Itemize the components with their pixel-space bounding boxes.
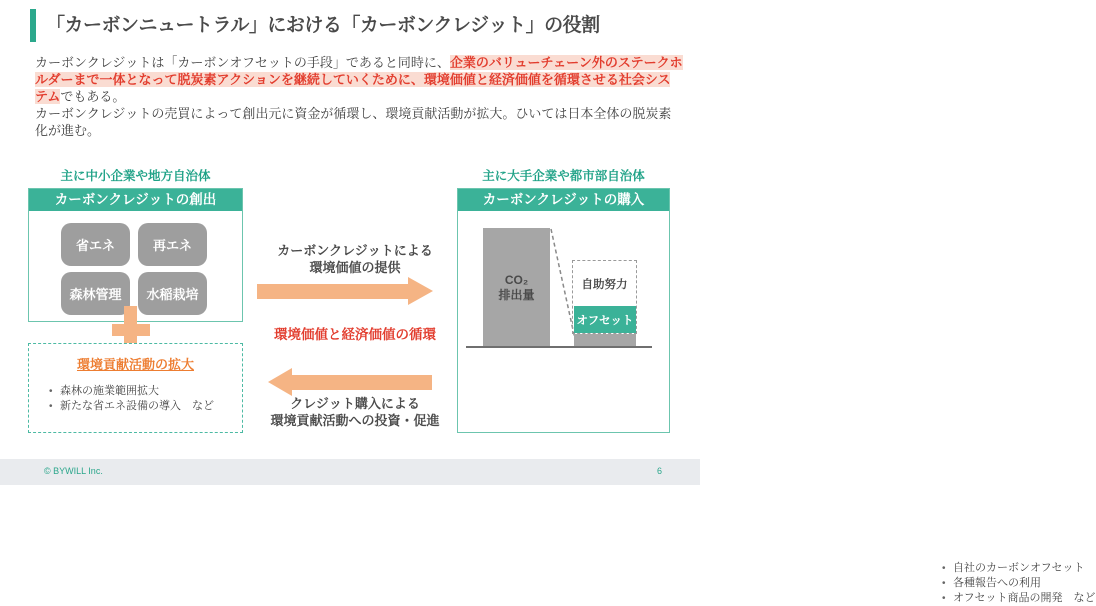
page-title: 「カーボンニュートラル」における「カーボンクレジット」の役割 xyxy=(46,15,600,36)
intro-highlight-text: 企業のバリューチェーン外のステークホルダーまで一体となって脱炭素アクションを継続していくために、環境価値と経済価値を循環させる社会システム xyxy=(35,55,683,104)
purchase-bullet: • 自社のカーボンオフセット xyxy=(940,561,1096,576)
provide-arrow-label-line1: カーボンクレジットによる xyxy=(277,243,433,258)
purchase-bullet: • 各種報告への利用 xyxy=(940,576,1096,591)
co2-bar-label-line2: 排出量 xyxy=(498,287,535,302)
intro-paragraph xyxy=(35,54,683,139)
method-card-rice: 水稲栽培 xyxy=(138,272,207,315)
invest-arrow-label-line1: クレジット購入による xyxy=(290,396,420,411)
intro-line-group xyxy=(35,54,683,105)
expansion-bullet: • 森林の施業範囲拡大 xyxy=(47,384,214,399)
title-accent-bar xyxy=(30,9,36,42)
provide-arrow-label xyxy=(250,242,460,276)
intro-text: カーボンクレジットは「カーボンオフセットの手段」であると同時に、 xyxy=(35,55,450,70)
self-effort-label: 自助努力 xyxy=(581,279,628,291)
purchase-group-label: 主に大手企業や都市部自治体 xyxy=(482,169,645,183)
purchase-bullet: • オフセット商品の開発 など xyxy=(940,591,1096,606)
expansion-heading: 環境貢献活動の拡大 xyxy=(76,357,194,372)
invest-arrow-label xyxy=(240,395,470,429)
method-card-energy-saving: 省エネ xyxy=(61,223,130,266)
creation-box-header: カーボンクレジットの創出 xyxy=(29,189,242,211)
intro-text-tail: でもある。 xyxy=(60,89,126,104)
expansion-box xyxy=(28,343,243,433)
purchase-box-header: カーボンクレジットの購入 xyxy=(458,189,669,211)
cycle-label: 環境価値と経済価値の循環 xyxy=(274,327,436,342)
co2-emission-bar xyxy=(483,228,550,347)
method-card-forest: 森林管理 xyxy=(61,272,130,315)
creation-group-label: 主に中小企業や地方自治体 xyxy=(60,169,211,183)
expansion-bullet: • 新たな省エネ設備の導入 など xyxy=(47,399,214,414)
invest-arrow-label-line2: 環境貢献活動への投資・促進 xyxy=(270,413,440,428)
provide-arrow-label-line2: 環境価値の提供 xyxy=(309,260,401,275)
co2-bar-label-line1: CO₂ xyxy=(504,272,529,287)
purchase-bullet-list xyxy=(940,561,1096,606)
creation-box xyxy=(28,188,243,322)
intro-second-sentence: カーボンクレジットの売買によって創出元に資金が循環し、環境貢献活動が拡大。ひいては日本全体の脱炭素化が進む。 xyxy=(35,106,672,138)
plus-icon-horizontal-arm xyxy=(112,324,150,336)
offset-box: オフセット xyxy=(574,306,636,333)
footer xyxy=(0,459,700,485)
copyright-text: © BYWILL Inc. xyxy=(44,466,103,476)
page-number: 6 xyxy=(656,466,662,476)
method-card-renewable: 再エネ xyxy=(138,223,207,266)
arrow-left-icon xyxy=(268,368,432,396)
chart-baseline xyxy=(466,346,652,348)
arrow-right-icon xyxy=(257,277,433,305)
expansion-bullet-list xyxy=(47,384,214,414)
